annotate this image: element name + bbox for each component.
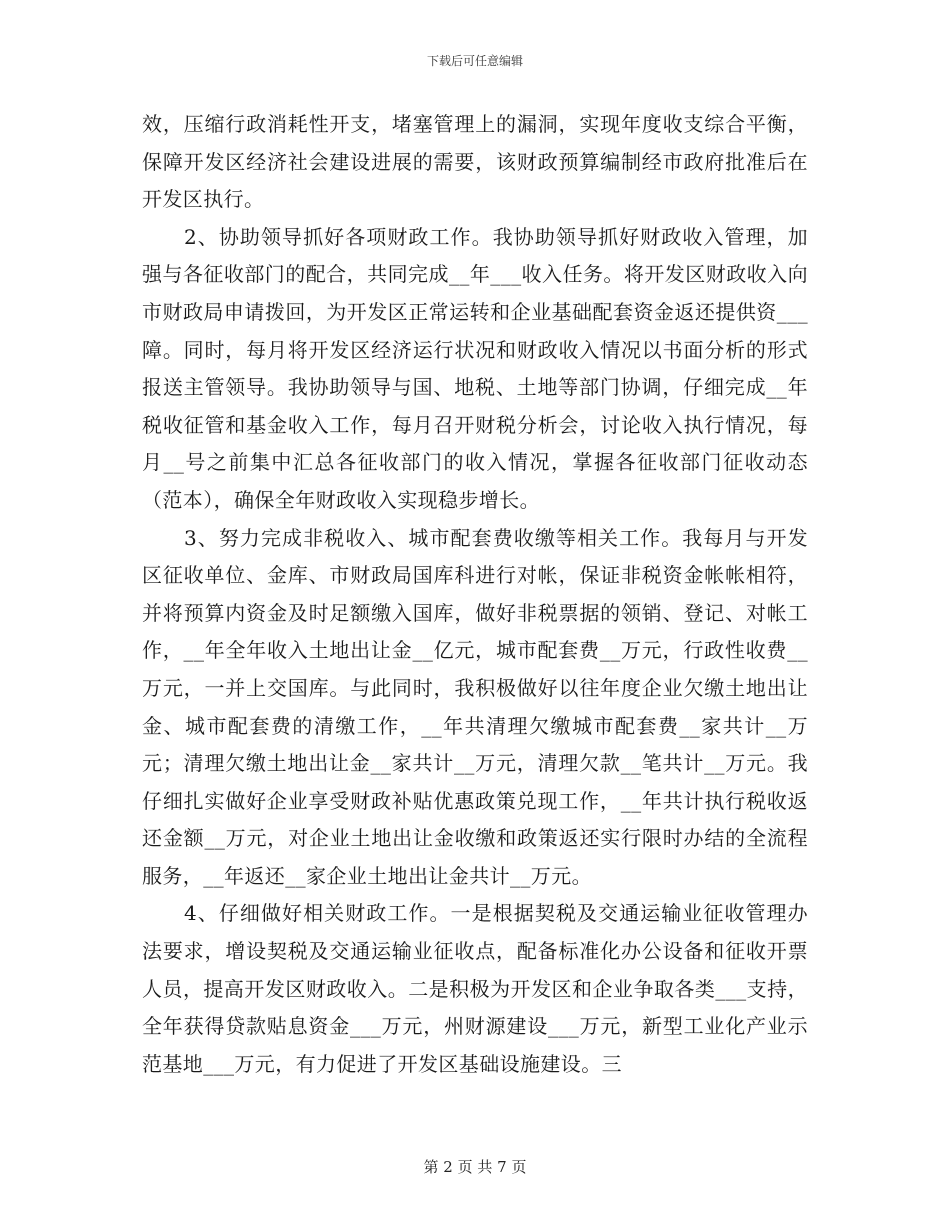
body-paragraph-continuation: 效，压缩行政消耗性开支，堵塞管理上的漏洞，实现年度收支综合平衡，保障开发区经济社会建设进展的需要，该财政预算编制经市政府批准后在开发区执行。 [142, 112, 808, 212]
page-number-footer: 第 2 页 共 7 页 [423, 1158, 527, 1176]
page-header: 下载后可任意编辑 [426, 54, 523, 68]
document-body [142, 106, 808, 1083]
body-paragraph-4: 4、仔细做好相关财政工作。一是根据契税及交通运输业征收管理办法要求，增设契税及交通运输业征收点，配备标准化办公设备和征收开票人员，提高开发区财政收入。二是积极为开发区和企业争取各类___支持，全年获得贷款贴息资金___万元，州财源建设___万元，新型工业化产业示范基地___万元，有力促进了开发区基础设施建设。三 [142, 901, 808, 1076]
body-paragraph-2: 2、协助领导抓好各项财政工作。我协助领导抓好财政收入管理，加强与各征收部门的配合，共同完成__年___收入任务。将开发区财政收入向市财政局申请拨回，为开发区正常运转和企业基础配套资金返还提供资___障。同时，每月将开发区经济运行状况和财政收入情况以书面分析的形式报送主管领导。我协助领导与国、地税、土地等部门协调，仔细完成__年税收征管和基金收入工作，每月召开财税分析会，讨论收入执行情况，每月__号之前集中汇总各征收部门的收入情况，掌握各征收部门征收动态（范本），确保全年财政收入实现稳步增长。 [142, 224, 808, 512]
body-paragraph-3: 3、努力完成非税收入、城市配套费收缴等相关工作。我每月与开发区征收单位、金库、市财政局国库科进行对帐，保证非税资金帐帐相符，并将预算内资金及时足额缴入国库，做好非税票据的领销、登记、对帐工作，__年全年收入土地出让金__亿元，城市配套费__万元，行政性收费__万元，一并上交国库。与此同时，我积极做好以往年度企业欠缴土地出让金、城市配套费的清缴工作，__年共清理欠缴城市配套费__家共计__万元；清理欠缴土地出让金__家共计__万元，清理欠款__笔共计__万元。我仔细扎实做好企业享受财政补贴优惠政策兑现工作，__年共计执行税收返还金额__万元，对企业土地出让金收缴和政策返还实行限时办结的全流程服务，__年返还__家企业土地出让金共计__万元。 [142, 525, 808, 888]
